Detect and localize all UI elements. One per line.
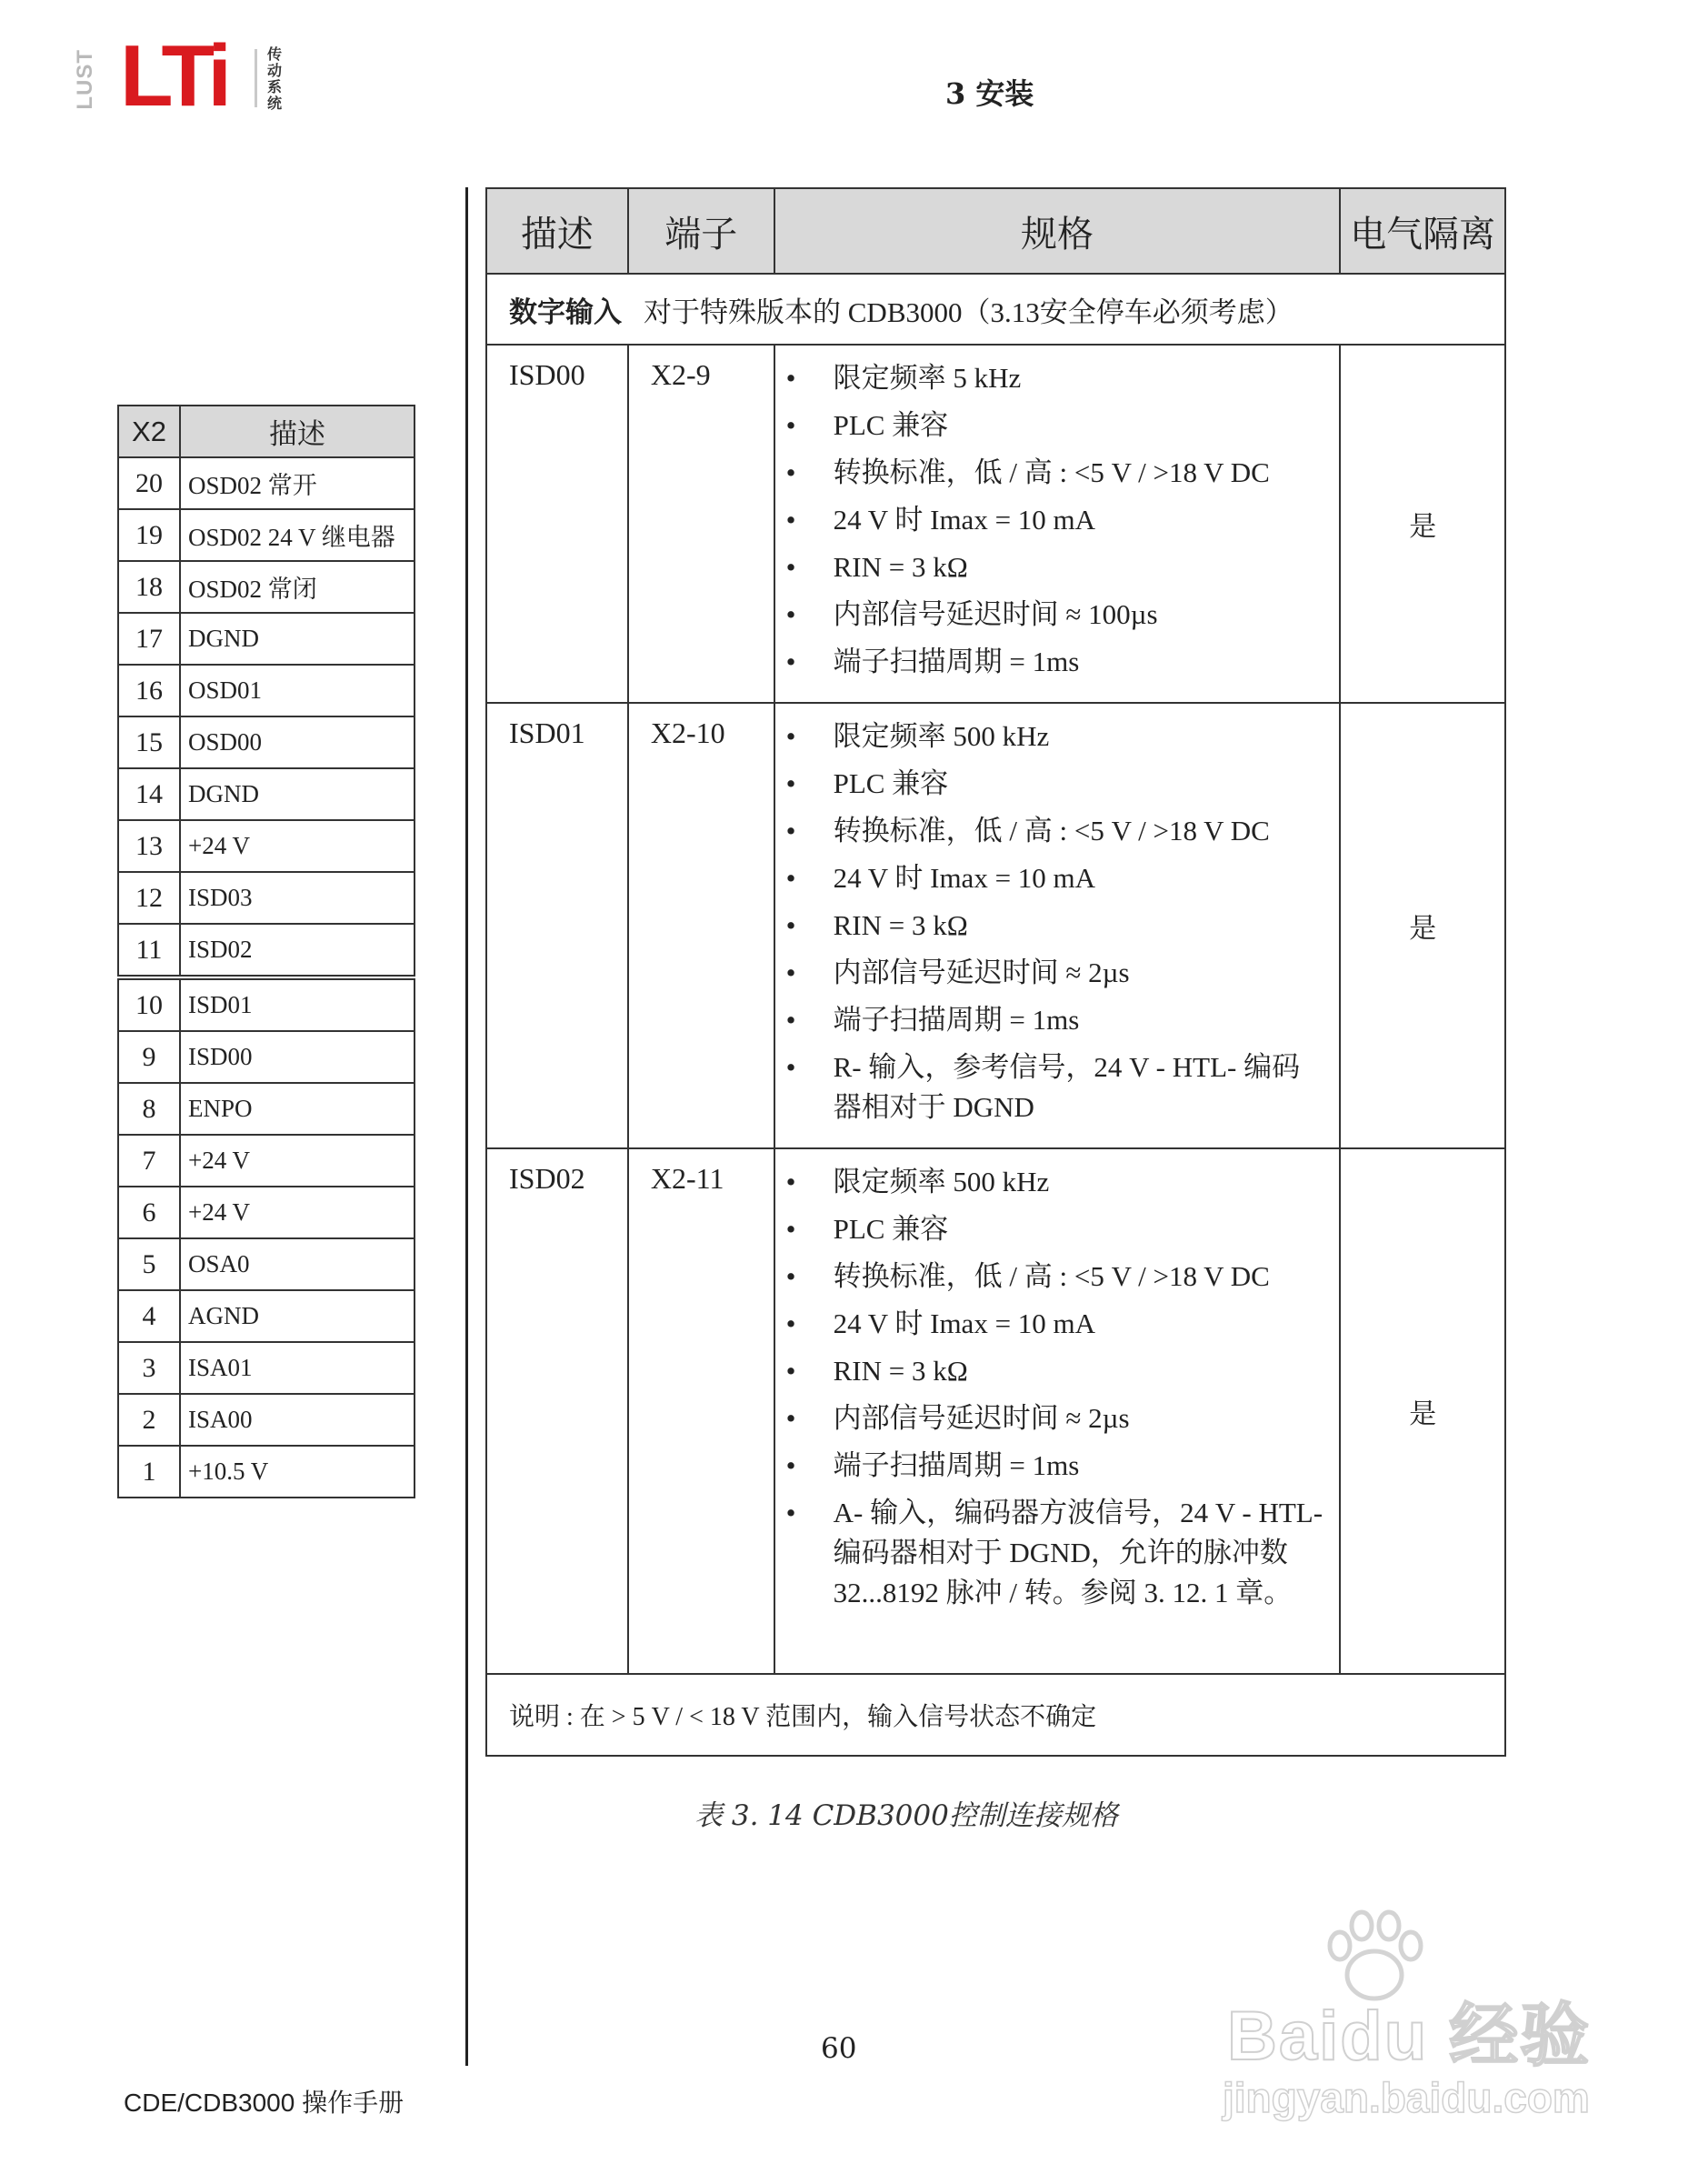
- pin-row: [118, 924, 415, 977]
- spec-description: ISD00: [486, 345, 628, 703]
- pin-number: 7: [118, 1135, 180, 1187]
- spec-item: • 限定频率 500 kHz: [821, 716, 1325, 756]
- spec-row: [486, 345, 1505, 703]
- pin-row: [118, 768, 415, 820]
- pin-number: 8: [118, 1083, 180, 1135]
- spec-section-row: [486, 274, 1505, 345]
- pin-description: OSD02 常开: [180, 457, 415, 509]
- spec-row: [486, 1148, 1505, 1674]
- spec-header-spec: 规格: [774, 188, 1341, 274]
- spec-header-terminal: 端子: [628, 188, 774, 274]
- pin-description: +10.5 V: [180, 1446, 415, 1498]
- spec-item: • 转换标准，低 / 高 : <5 V / >18 V DC: [821, 811, 1325, 851]
- page-number: 60: [821, 2032, 857, 2065]
- spec-item: • 24 V 时 Imax = 10 mA: [821, 500, 1325, 540]
- logo-lust-text: LUST: [73, 49, 97, 110]
- pin-number: 15: [118, 716, 180, 768]
- pin-description: ISA01: [180, 1342, 415, 1394]
- spec-terminal: X2-11: [628, 1148, 774, 1674]
- spec-list-cell: [774, 703, 1341, 1148]
- spec-terminal: X2-9: [628, 345, 774, 703]
- pin-row: [118, 561, 415, 613]
- spec-row: [486, 703, 1505, 1148]
- spec-list-cell: [774, 345, 1341, 703]
- spec-list: [775, 358, 1325, 682]
- spec-list: [775, 716, 1325, 1127]
- footer-title: CDE/CDB3000 操作手册: [124, 2089, 405, 2117]
- spec-item: • 24 V 时 Imax = 10 mA: [821, 858, 1325, 898]
- spec-item: • 端子扫描周期 = 1ms: [821, 1446, 1325, 1486]
- logo-subtitle: 传动系统: [267, 47, 283, 112]
- spec-terminal: X2-10: [628, 703, 774, 1148]
- pin-description: DGND: [180, 613, 415, 665]
- pin-description: ISA00: [180, 1394, 415, 1446]
- spec-item: • 内部信号延迟时间 ≈ 2µs: [821, 1398, 1325, 1438]
- spec-item: • 端子扫描周期 = 1ms: [821, 1000, 1325, 1040]
- pin-number: 10: [118, 977, 180, 1031]
- pin-row: [118, 613, 415, 665]
- spec-item: • 限定频率 5 kHz: [821, 358, 1325, 398]
- pin-row: [118, 1238, 415, 1290]
- margin-divider: [465, 187, 468, 2066]
- logo: [73, 27, 309, 125]
- spec-item: • 24 V 时 Imax = 10 mA: [821, 1304, 1325, 1344]
- spec-item: • 转换标准，低 / 高 : <5 V / >18 V DC: [821, 1257, 1325, 1297]
- spec-item: • 限定频率 500 kHz: [821, 1162, 1325, 1202]
- pin-number: 12: [118, 872, 180, 924]
- pin-description: ISD00: [180, 1031, 415, 1083]
- pin-description: AGND: [180, 1290, 415, 1342]
- spec-note: 说明 : 在 > 5 V / < 18 V 范围内，输入信号状态不确定: [486, 1674, 1505, 1756]
- pin-description: DGND: [180, 768, 415, 820]
- spec-list-cell: [774, 1148, 1341, 1674]
- pin-description: OSD02 24 V 继电器: [180, 509, 415, 561]
- pin-description: ISD01: [180, 977, 415, 1031]
- spec-item: • RIN = 3 kΩ: [821, 906, 1325, 946]
- pin-description: ISD03: [180, 872, 415, 924]
- pin-number: 16: [118, 665, 180, 716]
- pin-description: +24 V: [180, 820, 415, 872]
- pin-header-x2: X2: [118, 406, 180, 457]
- pin-number: 3: [118, 1342, 180, 1394]
- spec-item: • R- 输入，参考信号，24 V - HTL- 编码器相对于 DGND: [821, 1047, 1325, 1127]
- spec-item: • PLC 兼容: [821, 1209, 1325, 1249]
- spec-header-isolation: 电气隔离: [1340, 188, 1505, 274]
- pin-row: [118, 1083, 415, 1135]
- pin-number: 18: [118, 561, 180, 613]
- watermark-url: jingyan.baidu.com: [1223, 2074, 1590, 2121]
- pin-row: [118, 716, 415, 768]
- logo-separator: [255, 49, 257, 107]
- watermark-text: Baidu 经验: [1227, 1998, 1592, 2075]
- pin-number: 13: [118, 820, 180, 872]
- spec-header-row: [486, 188, 1505, 274]
- pin-header-desc: 描述: [180, 406, 415, 457]
- pin-table-header: [118, 406, 415, 457]
- pin-table: [117, 405, 415, 1498]
- pin-row: [118, 872, 415, 924]
- pin-row: [118, 1135, 415, 1187]
- pin-description: +24 V: [180, 1135, 415, 1187]
- pin-row: [118, 509, 415, 561]
- pin-description: OSA0: [180, 1238, 415, 1290]
- spec-item: • PLC 兼容: [821, 764, 1325, 804]
- pin-number: 5: [118, 1238, 180, 1290]
- pin-number: 20: [118, 457, 180, 509]
- spec-isolation: 是: [1340, 345, 1505, 703]
- pin-number: 17: [118, 613, 180, 665]
- spec-item: • 转换标准，低 / 高 : <5 V / >18 V DC: [821, 453, 1325, 493]
- pin-description: ISD02: [180, 924, 415, 977]
- spec-item: • A- 输入，编码器方波信号，24 V - HTL- 编码器相对于 DGND，允许的脉冲数 32...8192 脉冲 / 转。参阅 3. 12. 1 章。: [821, 1493, 1325, 1613]
- spec-item: • 内部信号延迟时间 ≈ 100µs: [821, 595, 1325, 635]
- pin-row: [118, 1446, 415, 1498]
- spec-item: • 内部信号延迟时间 ≈ 2µs: [821, 953, 1325, 993]
- pin-row: [118, 977, 415, 1031]
- pin-row: [118, 665, 415, 716]
- pin-row: [118, 457, 415, 509]
- section-title-text: 对于特殊版本的 CDB3000（3.13安全停车必须考虑）: [644, 296, 1293, 328]
- pin-description: OSD01: [180, 665, 415, 716]
- pin-number: 2: [118, 1394, 180, 1446]
- pin-number: 6: [118, 1187, 180, 1238]
- pin-row: [118, 1394, 415, 1446]
- pin-number: 11: [118, 924, 180, 977]
- pin-description: OSD02 常闭: [180, 561, 415, 613]
- pin-description: OSD00: [180, 716, 415, 768]
- pin-number: 19: [118, 509, 180, 561]
- spec-isolation: 是: [1340, 1148, 1505, 1674]
- logo-lti-text: LTi: [120, 27, 227, 125]
- pin-description: ENPO: [180, 1083, 415, 1135]
- pin-number: 4: [118, 1290, 180, 1342]
- spec-item: • PLC 兼容: [821, 406, 1325, 446]
- section-title: [486, 274, 1505, 345]
- chapter-title: 3 安装: [945, 76, 1034, 111]
- spec-table: [485, 187, 1506, 1757]
- pin-description: +24 V: [180, 1187, 415, 1238]
- spec-isolation: 是: [1340, 703, 1505, 1148]
- pin-row: [118, 1187, 415, 1238]
- spec-item: • RIN = 3 kΩ: [821, 1351, 1325, 1391]
- spec-note-row: [486, 1674, 1505, 1756]
- pin-row: [118, 1342, 415, 1394]
- pin-number: 1: [118, 1446, 180, 1498]
- spec-header-desc: 描述: [486, 188, 628, 274]
- pin-row: [118, 1290, 415, 1342]
- spec-item: • 端子扫描周期 = 1ms: [821, 642, 1325, 682]
- table-caption: 表 3. 14 CDB3000控制连接规格: [694, 1799, 1118, 1832]
- spec-list: [775, 1162, 1325, 1613]
- spec-description: ISD01: [486, 703, 628, 1148]
- section-title-bold: 数字输入: [509, 296, 622, 329]
- spec-description: ISD02: [486, 1148, 628, 1674]
- spec-item: • RIN = 3 kΩ: [821, 547, 1325, 587]
- pin-number: 14: [118, 768, 180, 820]
- pin-row: [118, 1031, 415, 1083]
- pin-number: 9: [118, 1031, 180, 1083]
- pin-row: [118, 820, 415, 872]
